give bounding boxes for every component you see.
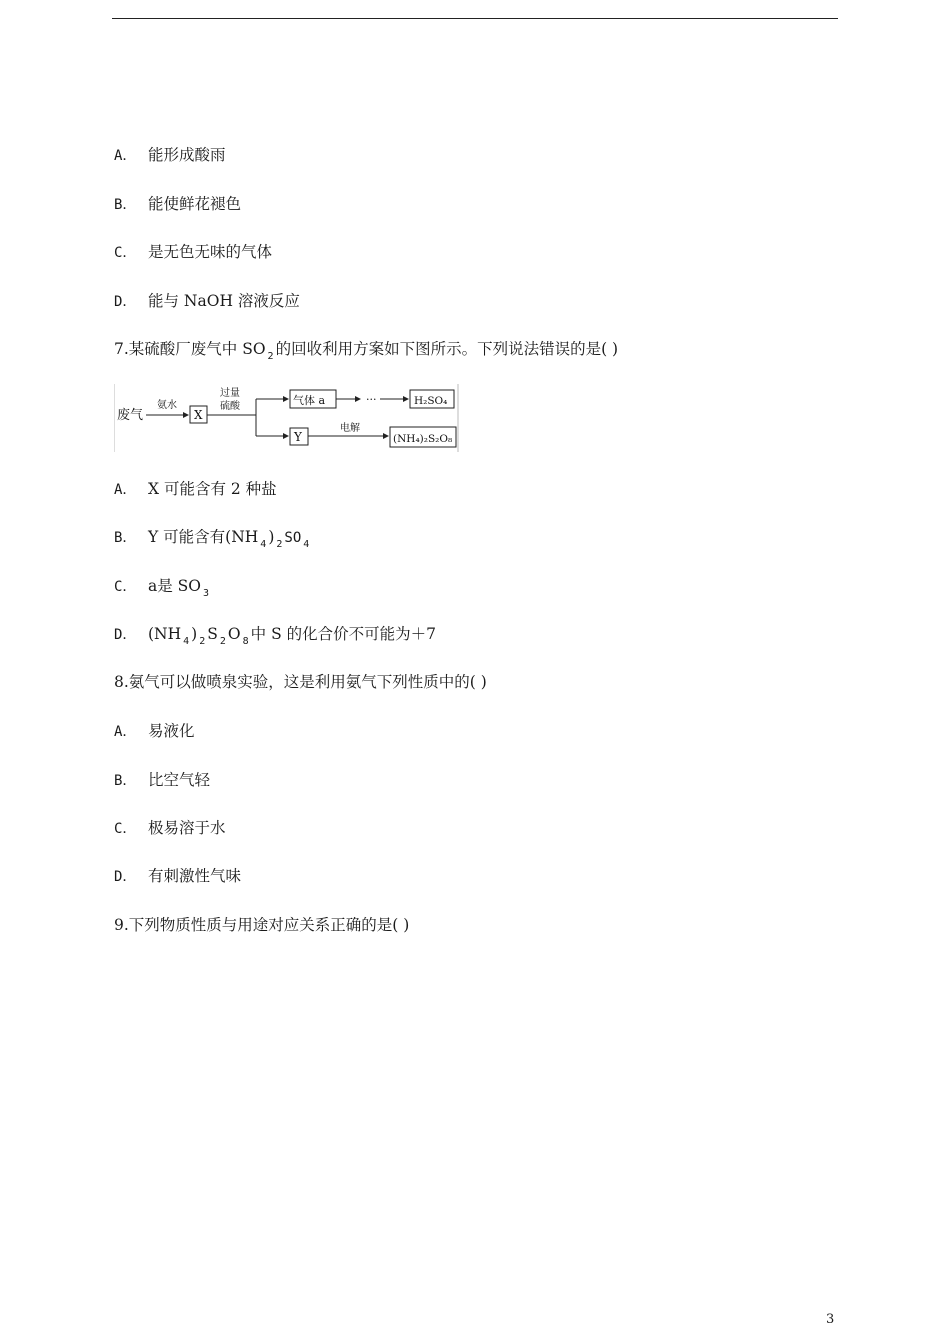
excess-label-2: 硫酸 [220, 401, 240, 412]
q6-option-d[interactable]: D． 能与 NaOH 溶液反应 [114, 292, 300, 310]
product-label: (NH₄)₂S₂O₈ [393, 433, 453, 445]
header-rule [112, 18, 838, 19]
page-number: 3 [826, 1312, 835, 1327]
q8-option-d[interactable]: D． 有刺激性气味 [114, 867, 242, 885]
ammonia-label: 氨水 [157, 400, 177, 411]
q8-stem: 8.氨气可以做喷泉实验，这是利用氨气下列性质中的( ) [114, 673, 487, 691]
q8-option-b[interactable]: B． 比空气轻 [114, 771, 211, 789]
h2so4-label: H₂SO₄ [414, 395, 448, 407]
q7-option-d[interactable]: D． (NH $_4$ ) $_2$ S $_2$ O $_8$ 中 S 的化合价不可能为＋7 [114, 625, 437, 647]
x-label: X [194, 408, 203, 422]
q7-stem: 7.某硫酸厂废气中 SO $_2$ 的回收利用方案如下图所示。下列说法错误的是( ) [114, 340, 619, 362]
q9-stem: 9.下列物质性质与用途对应关系正确的是( ) [114, 916, 410, 934]
electrolysis-label: 电解 [340, 423, 360, 434]
q7-option-a[interactable]: A． X 可能含有 2 种盐 [114, 480, 277, 498]
q8-option-c[interactable]: C． 极易溶于水 [114, 819, 226, 837]
gas-a-label: 气体 a [293, 394, 326, 407]
dots-label: ··· [366, 393, 377, 406]
q7-flow-diagram [114, 384, 460, 452]
y-label: Y [294, 430, 302, 444]
waste-gas-label: 废气 [117, 408, 144, 423]
q7-option-b[interactable]: B． Y 可能含有(NH $_4$ ) $_2$ SO $_4$ [114, 528, 310, 550]
excess-label-1: 过量 [220, 388, 240, 399]
q8-option-a[interactable]: A． 易液化 [114, 722, 195, 740]
q6-option-b[interactable]: B． 能使鲜花褪色 [114, 195, 242, 213]
q6-option-c[interactable]: C． 是无色无味的气体 [114, 243, 273, 261]
q6-option-a[interactable]: A． 能形成酸雨 [114, 146, 226, 164]
q7-option-c[interactable]: C． a是 SO $_3$ [114, 577, 210, 599]
